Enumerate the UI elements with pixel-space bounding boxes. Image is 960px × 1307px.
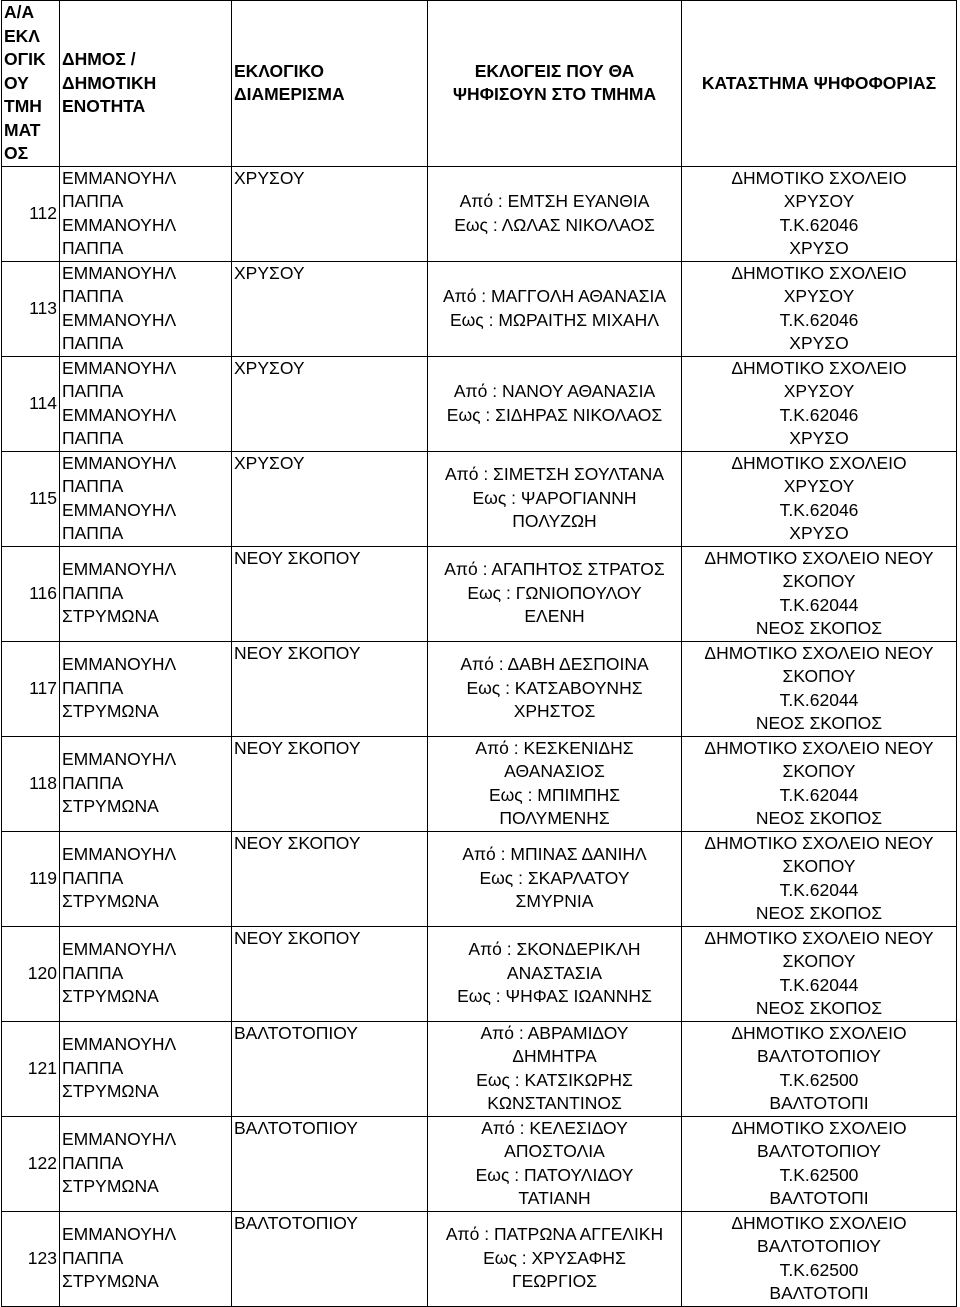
polling-station-cell xyxy=(682,261,957,356)
text-line: ΠΑΠΠΑ xyxy=(62,523,124,543)
municipality-cell xyxy=(60,166,232,261)
section-number: 115 xyxy=(2,451,60,546)
text-line: ΣΤΡΥΜΩΝΑ xyxy=(62,891,159,912)
header-district xyxy=(232,1,428,167)
text-line: ΔΗΜΟΤΙΚΟ ΣΧΟΛΕΙΟ ΝΕΟΥ xyxy=(704,737,934,758)
municipality-cell xyxy=(60,831,232,926)
text-line: ΠΑΠΠΑ xyxy=(62,286,124,306)
text-line: ΠΟΛΥΖΩΗ xyxy=(512,511,597,532)
text-line: ΝΕΟΣ ΣΚΟΠΟΣ xyxy=(755,713,883,733)
text-line: ΕΛΕΝΗ xyxy=(524,606,585,627)
district-cell: ΒΑΛΤΟΤΟΠΙΟΥ xyxy=(232,1021,428,1116)
text-line: ΣΜΥΡΝΙΑ xyxy=(515,891,594,912)
municipality-cell xyxy=(60,1116,232,1211)
text-line: ΕΜΜΑΝΟΥΗΛ xyxy=(62,1034,177,1055)
text-line: ΕΜΜΑΝΟΥΗΛ xyxy=(62,357,177,378)
text-line: ΔΗΜΟΤΙΚΟ ΣΧΟΛΕΙΟ xyxy=(731,262,907,283)
text-line: ΑΘΑΝΑΣΙΟΣ xyxy=(504,761,605,781)
text-line: Τ.Κ.62500 xyxy=(779,1069,859,1090)
text-line: ΕΜΜΑΝΟΥΗΛ xyxy=(62,1129,177,1150)
text-line: Από : ΝΑΝΟΥ ΑΘΑΝΑΣΙΑ xyxy=(453,381,656,401)
text-line: ΧΡΥΣΟΥ xyxy=(783,286,855,306)
header-municipality xyxy=(60,1,232,167)
municipality-cell xyxy=(60,641,232,736)
table-row xyxy=(2,1021,957,1116)
district-cell: ΧΡΥΣΟΥ xyxy=(232,451,428,546)
text-line: ΣΤΡΥΜΩΝΑ xyxy=(62,1176,159,1197)
text-line: Εως : ΓΩΝΙΟΠΟΥΛΟΥ xyxy=(467,582,642,603)
text-line: ΣΤΡΥΜΩΝΑ xyxy=(62,986,159,1007)
text-line: ΟΣ xyxy=(4,143,29,163)
text-line: Τ.Κ.62044 xyxy=(779,974,859,995)
section-number: 120 xyxy=(2,926,60,1021)
district-cell: ΧΡΥΣΟΥ xyxy=(232,166,428,261)
text-line: Από : ΚΕΛΕΣΙΔΟΥ xyxy=(481,1117,628,1138)
text-line: Από : ΔΑΒΗ ΔΕΣΠΟΙΝΑ xyxy=(460,654,649,675)
text-line: ΔΙΑΜΕΡΙΣΜΑ xyxy=(234,84,345,105)
text-line: ΕΜΜΑΝΟΥΗΛ xyxy=(62,499,177,520)
table-row xyxy=(2,831,957,926)
district-cell: ΝΕΟΥ ΣΚΟΠΟΥ xyxy=(232,546,428,641)
text-line: ΔΗΜΟΣ / xyxy=(62,49,136,69)
text-line: ΠΑΠΠΑ xyxy=(62,1057,124,1078)
polling-station-cell xyxy=(682,546,957,641)
text-line: ΣΤΡΥΜΩΝΑ xyxy=(62,701,159,722)
text-line: ΧΡΥΣΟ xyxy=(789,238,849,258)
text-line: Από : ΑΓΑΠΗΤΟΣ ΣΤΡΑΤΟΣ xyxy=(444,559,665,580)
text-line: ΔΗΜΟΤΙΚΟ ΣΧΟΛΕΙΟ xyxy=(731,167,907,188)
polling-stations-table xyxy=(1,0,957,1307)
section-number: 113 xyxy=(2,261,60,356)
text-line: ΕΜΜΑΝΟΥΗΛ xyxy=(62,844,177,865)
text-line: Εως : ΜΠΙΜΠΗΣ xyxy=(488,784,621,805)
text-line: ΝΕΟΣ ΣΚΟΠΟΣ xyxy=(755,808,883,828)
text-line: Εως : ΧΡΥΣΑΦΗΣ xyxy=(483,1247,626,1268)
text-line: Από : ΜΑΓΓΟΛΗ ΑΘΑΝΑΣΙΑ xyxy=(442,286,667,306)
text-line: ΔΗΜΟΤΙΚΟ ΣΧΟΛΕΙΟ xyxy=(731,452,907,473)
polling-station-cell xyxy=(682,451,957,546)
text-line: ΣΚΟΠΟΥ xyxy=(782,856,856,876)
section-number: 118 xyxy=(2,736,60,831)
municipality-cell xyxy=(60,1021,232,1116)
voter-range-cell xyxy=(428,451,682,546)
table-row xyxy=(2,451,957,546)
section-number: 122 xyxy=(2,1116,60,1211)
header-row xyxy=(2,1,957,167)
text-line: ΒΑΛΤΟΤΟΠΙ xyxy=(769,1093,869,1113)
text-line: ΑΝΑΣΤΑΣΙΑ xyxy=(506,962,603,983)
text-line: Από : ΕΜΤΣΗ ΕΥΑΝΘΙΑ xyxy=(459,191,650,211)
text-line: Εως : ΠΑΤΟΥΛΙΔΟΥ xyxy=(475,1164,634,1185)
text-line: ΠΑΠΠΑ xyxy=(62,381,124,401)
text-line: ΕΚΛΟΓΕΙΣ ΠΟΥ ΘΑ xyxy=(474,60,635,81)
voter-range-cell xyxy=(428,166,682,261)
header-store xyxy=(682,1,957,167)
polling-station-cell xyxy=(682,831,957,926)
text-line: ΨΗΦΙΣΟΥΝ ΣΤΟ ΤΜΗΜΑ xyxy=(452,84,657,105)
text-line: ΧΡΥΣΟΥ xyxy=(783,476,855,496)
municipality-cell xyxy=(60,451,232,546)
municipality-cell xyxy=(60,356,232,451)
text-line: Από : ΜΠΙΝΑΣ ΔΑΝΙΗΛ xyxy=(462,844,647,865)
text-line: ΤΜΗ xyxy=(4,96,42,116)
text-line: Τ.Κ.62044 xyxy=(779,594,859,615)
text-line: Τ.Κ.62046 xyxy=(779,309,859,330)
table-row xyxy=(2,641,957,736)
text-line: Από : ΠΑΤΡΩΝΑ ΑΓΓΕΛΙΚΗ xyxy=(445,1224,664,1245)
text-line: Τ.Κ.62500 xyxy=(779,1164,859,1185)
polling-station-cell xyxy=(682,166,957,261)
section-number: 116 xyxy=(2,546,60,641)
text-line: ΣΤΡΥΜΩΝΑ xyxy=(62,796,159,817)
voter-range-cell xyxy=(428,1211,682,1306)
text-line: Τ.Κ.62046 xyxy=(779,214,859,235)
text-line: Εως : ΚΑΤΣΙΚΩΡΗΣ xyxy=(476,1069,633,1090)
section-number: 114 xyxy=(2,356,60,451)
text-line: ΠΑΠΠΑ xyxy=(62,1247,124,1268)
text-line: ΔΗΜΟΤΙΚΟ ΣΧΟΛΕΙΟ ΝΕΟΥ xyxy=(704,642,934,663)
voter-range-cell xyxy=(428,261,682,356)
text-line: ΒΑΛΤΟΤΟΠΙΟΥ xyxy=(757,1046,881,1066)
municipality-cell xyxy=(60,926,232,1021)
text-line: ΠΑΠΠΑ xyxy=(62,962,124,983)
text-line: ΝΕΟΣ ΣΚΟΠΟΣ xyxy=(755,998,883,1018)
text-line: Εως : ΨΗΦΑΣ ΙΩΑΝΝΗΣ xyxy=(457,986,652,1007)
district-cell: ΧΡΥΣΟΥ xyxy=(232,261,428,356)
text-line: Τ.Κ.62046 xyxy=(779,499,859,520)
text-line: Τ.Κ.62046 xyxy=(779,404,859,425)
text-line: ΕΜΜΑΝΟΥΗΛ xyxy=(62,452,177,473)
header-number xyxy=(2,1,60,167)
text-line: ΠΑΠΠΑ xyxy=(62,476,124,496)
text-line: ΒΑΛΤΟΤΟΠΙ xyxy=(769,1188,869,1208)
municipality-cell xyxy=(60,261,232,356)
table-row xyxy=(2,166,957,261)
text-line: ΕΜΜΑΝΟΥΗΛ xyxy=(62,559,177,580)
text-line: ΣΚΟΠΟΥ xyxy=(782,666,856,686)
voter-range-cell xyxy=(428,356,682,451)
table-row xyxy=(2,546,957,641)
header-voters xyxy=(428,1,682,167)
text-line: ΚΩΝΣΤΑΝΤΙΝΟΣ xyxy=(487,1093,622,1113)
text-line: ΠΑΠΠΑ xyxy=(62,191,124,211)
polling-station-cell xyxy=(682,1021,957,1116)
municipality-cell xyxy=(60,1211,232,1306)
text-line: Εως : ΛΩΛΑΣ ΝΙΚΟΛΑΟΣ xyxy=(454,214,655,235)
text-line: ΓΕΩΡΓΙΟΣ xyxy=(512,1271,597,1292)
polling-station-cell xyxy=(682,1211,957,1306)
table-row xyxy=(2,1116,957,1211)
section-number: 123 xyxy=(2,1211,60,1306)
text-line: ΠΑΠΠΑ xyxy=(62,238,124,258)
text-line: ΕΜΜΑΝΟΥΗΛ xyxy=(62,404,177,425)
text-line: Εως : ΨΑΡΟΓΙΑΝΝΗ xyxy=(472,487,637,508)
district-cell: ΝΕΟΥ ΣΚΟΠΟΥ xyxy=(232,831,428,926)
district-cell: ΝΕΟΥ ΣΚΟΠΟΥ xyxy=(232,641,428,736)
municipality-cell xyxy=(60,736,232,831)
polling-station-cell xyxy=(682,1116,957,1211)
text-line: Από : ΣΚΟΝΔΕΡΙΚΛΗ xyxy=(468,939,641,960)
section-number: 117 xyxy=(2,641,60,736)
district-cell: ΝΕΟΥ ΣΚΟΠΟΥ xyxy=(232,926,428,1021)
text-line: ΕΜΜΑΝΟΥΗΛ xyxy=(62,167,177,188)
text-line: ΝΕΟΣ ΣΚΟΠΟΣ xyxy=(755,903,883,923)
district-cell: ΧΡΥΣΟΥ xyxy=(232,356,428,451)
table-body xyxy=(2,166,957,1306)
section-number: 112 xyxy=(2,166,60,261)
text-line: ΔΗΜΟΤΙΚΟ ΣΧΟΛΕΙΟ xyxy=(731,1022,907,1043)
text-line: Τ.Κ.62044 xyxy=(779,689,859,710)
text-line: ΣΚΟΠΟΥ xyxy=(782,761,856,781)
polling-station-cell xyxy=(682,736,957,831)
text-line: ΔΗΜΟΤΙΚΗ xyxy=(62,72,157,93)
voter-range-cell xyxy=(428,736,682,831)
text-line: ΕΝΟΤΗΤΑ xyxy=(62,96,146,116)
text-line: ΔΗΜΟΤΙΚΟ ΣΧΟΛΕΙΟ xyxy=(731,357,907,378)
text-line: ΣΤΡΥΜΩΝΑ xyxy=(62,1271,159,1292)
text-line: ΠΑΠΠΑ xyxy=(62,677,124,698)
text-line: Από : ΑΒΡΑΜΙΔΟΥ xyxy=(480,1022,629,1043)
text-line: ΠΟΛΥΜΕΝΗΣ xyxy=(499,808,610,828)
text-line: ΔΗΜΟΤΙΚΟ ΣΧΟΛΕΙΟ ΝΕΟΥ xyxy=(704,832,934,853)
text-line: ΧΡΥΣΟ xyxy=(789,523,849,543)
district-cell: ΒΑΛΤΟΤΟΠΙΟΥ xyxy=(232,1116,428,1211)
text-line: ΣΚΟΠΟΥ xyxy=(782,571,856,591)
text-line: ΕΜΜΑΝΟΥΗΛ xyxy=(62,749,177,770)
text-line: Τ.Κ.62044 xyxy=(779,879,859,900)
text-line: ΕΜΜΑΝΟΥΗΛ xyxy=(62,309,177,330)
text-line: ΒΑΛΤΟΤΟΠΙΟΥ xyxy=(757,1141,881,1161)
text-line: ΣΤΡΥΜΩΝΑ xyxy=(62,1081,159,1102)
polling-station-cell xyxy=(682,641,957,736)
text-line: ΒΑΛΤΟΤΟΠΙ xyxy=(769,1283,869,1303)
text-line: ΔΗΜΟΤΙΚΟ ΣΧΟΛΕΙΟ xyxy=(731,1212,907,1233)
table-row xyxy=(2,356,957,451)
text-line: Α/Α xyxy=(4,2,35,22)
text-line: ΔΗΜΟΤΙΚΟ ΣΧΟΛΕΙΟ xyxy=(731,1117,907,1138)
voter-range-cell xyxy=(428,1021,682,1116)
text-line: ΕΜΜΑΝΟΥΗΛ xyxy=(62,262,177,283)
text-line: ΧΡΗΣΤΟΣ xyxy=(513,701,596,722)
text-line: ΤΑΤΙΑΝΗ xyxy=(518,1188,591,1208)
text-line: ΧΡΥΣΟ xyxy=(789,333,849,353)
text-line: Εως : ΜΩΡΑΙΤΗΣ ΜΙΧΑΗΛ xyxy=(449,309,660,330)
table-row xyxy=(2,1211,957,1306)
text-line: ΣΚΟΠΟΥ xyxy=(782,951,856,971)
municipality-cell xyxy=(60,546,232,641)
text-line: ΟΥ xyxy=(4,72,29,93)
text-line: ΚΑΤΑΣΤΗΜΑ ΨΗΦΟΦΟΡΙΑΣ xyxy=(701,72,937,93)
section-number: 119 xyxy=(2,831,60,926)
text-line: ΕΜΜΑΝΟΥΗΛ xyxy=(62,654,177,675)
table-row xyxy=(2,926,957,1021)
text-line: ΠΑΠΠΑ xyxy=(62,867,124,888)
text-line: ΧΡΥΣΟΥ xyxy=(783,191,855,211)
text-line: Εως : ΣΚΑΡΛΑΤΟΥ xyxy=(479,867,630,888)
text-line: ΠΑΠΠΑ xyxy=(62,428,124,448)
text-line: ΕΚΛΟΓΙΚΟ xyxy=(234,60,324,81)
text-line: ΔΗΜΗΤΡΑ xyxy=(512,1046,597,1066)
text-line: ΠΑΠΠΑ xyxy=(62,772,124,793)
voter-range-cell xyxy=(428,1116,682,1211)
polling-station-cell xyxy=(682,356,957,451)
text-line: Τ.Κ.62044 xyxy=(779,784,859,805)
section-number: 121 xyxy=(2,1021,60,1116)
text-line: ΕΜΜΑΝΟΥΗΛ xyxy=(62,939,177,960)
polling-station-cell xyxy=(682,926,957,1021)
text-line: ΧΡΥΣΟ xyxy=(789,428,849,448)
voter-range-cell xyxy=(428,546,682,641)
text-line: ΧΡΥΣΟΥ xyxy=(783,381,855,401)
text-line: ΕΚΛ xyxy=(4,25,40,46)
text-line: ΣΤΡΥΜΩΝΑ xyxy=(62,606,159,627)
voter-range-cell xyxy=(428,831,682,926)
text-line: Εως : ΚΑΤΣΑΒΟΥΝΗΣ xyxy=(466,677,643,698)
voter-range-cell xyxy=(428,641,682,736)
text-line: ΕΜΜΑΝΟΥΗΛ xyxy=(62,1224,177,1245)
text-line: ΟΓΙΚ xyxy=(4,49,46,69)
table-row xyxy=(2,261,957,356)
text-line: Τ.Κ.62500 xyxy=(779,1259,859,1280)
text-line: ΝΕΟΣ ΣΚΟΠΟΣ xyxy=(755,618,883,638)
text-line: Από : ΚΕΣΚΕΝΙΔΗΣ xyxy=(475,737,634,758)
text-line: ΔΗΜΟΤΙΚΟ ΣΧΟΛΕΙΟ ΝΕΟΥ xyxy=(704,927,934,948)
text-line: Από : ΣΙΜΕΤΣΗ ΣΟΥΛΤΑΝΑ xyxy=(444,464,664,485)
text-line: ΔΗΜΟΤΙΚΟ ΣΧΟΛΕΙΟ ΝΕΟΥ xyxy=(704,547,934,568)
text-line: ΑΠΟΣΤΟΛΙΑ xyxy=(504,1141,605,1161)
text-line: Εως : ΣΙΔΗΡΑΣ ΝΙΚΟΛΑΟΣ xyxy=(446,404,663,425)
district-cell: ΒΑΛΤΟΤΟΠΙΟΥ xyxy=(232,1211,428,1306)
table-row xyxy=(2,736,957,831)
district-cell: ΝΕΟΥ ΣΚΟΠΟΥ xyxy=(232,736,428,831)
text-line: ΕΜΜΑΝΟΥΗΛ xyxy=(62,214,177,235)
text-line: ΠΑΠΠΑ xyxy=(62,582,124,603)
text-line: ΒΑΛΤΟΤΟΠΙΟΥ xyxy=(757,1236,881,1256)
voter-range-cell xyxy=(428,926,682,1021)
text-line: ΜΑΤ xyxy=(4,119,41,140)
text-line: ΠΑΠΠΑ xyxy=(62,1152,124,1173)
text-line: ΠΑΠΠΑ xyxy=(62,333,124,353)
